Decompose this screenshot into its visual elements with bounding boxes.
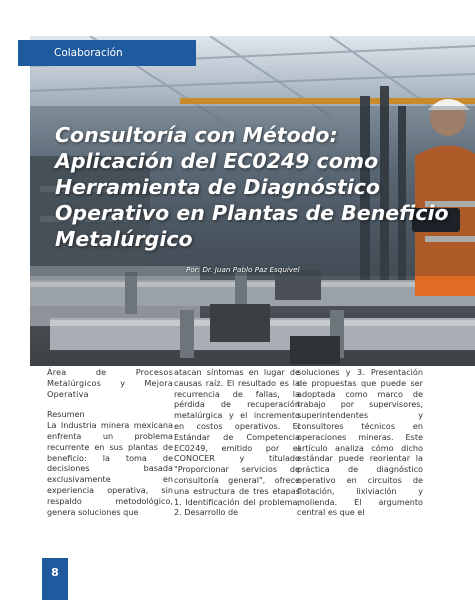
- page-number: 8: [42, 558, 68, 600]
- text-column-1: [47, 367, 173, 517]
- area-heading: Área de Procesos Metalúrgicos y Mejora Operativa: [47, 367, 173, 399]
- text-column-3: [297, 367, 423, 518]
- text-column-2: [174, 367, 300, 518]
- column-2-body: atacan síntomas en lugar de causas raíz. El resultado es la recurrencia de fallas, la pérdida de recuperación metalúrgica y el incremento en costos operativos. El Estándar de Competencia EC0249, emitido por el CONOCER y titulado "Proporcionar servicios de consultoría general", ofrece una estructura de tres etapas 1. Identificación del problema, 2. Desarrollo de: [174, 367, 300, 518]
- article-title: Consultoría con Método: Aplicación del EC0249 como Herramienta de Diagnóstico Operativo en Plantas de Beneficio Metalúrgico: [55, 123, 449, 251]
- section-tab: Colaboración: [18, 40, 196, 66]
- resumen-label: Resumen: [47, 409, 85, 420]
- column-3-body: soluciones y 3. Presentación de propuestas que puede ser adoptada como marco de trabajo por supervisores, superintendentes y consultores técnicos en operaciones mineras. Este artículo analiza cómo dicho estándar puede reorientar la práctica de diagnóstico operativo en circuitos de flotación, lixiviación y molienda. El argumento central es que el: [297, 367, 423, 518]
- column-1-body: La Industria minera mexicana enfrenta un problema recurrente en sus plantas de beneficio: la toma de decisiones basada exclusivamente en experiencia operativa, sin respaldo metodológico, genera soluciones que: [47, 420, 173, 517]
- article-author: Por: Dr. Juan Pablo Paz Esquivel: [186, 265, 300, 274]
